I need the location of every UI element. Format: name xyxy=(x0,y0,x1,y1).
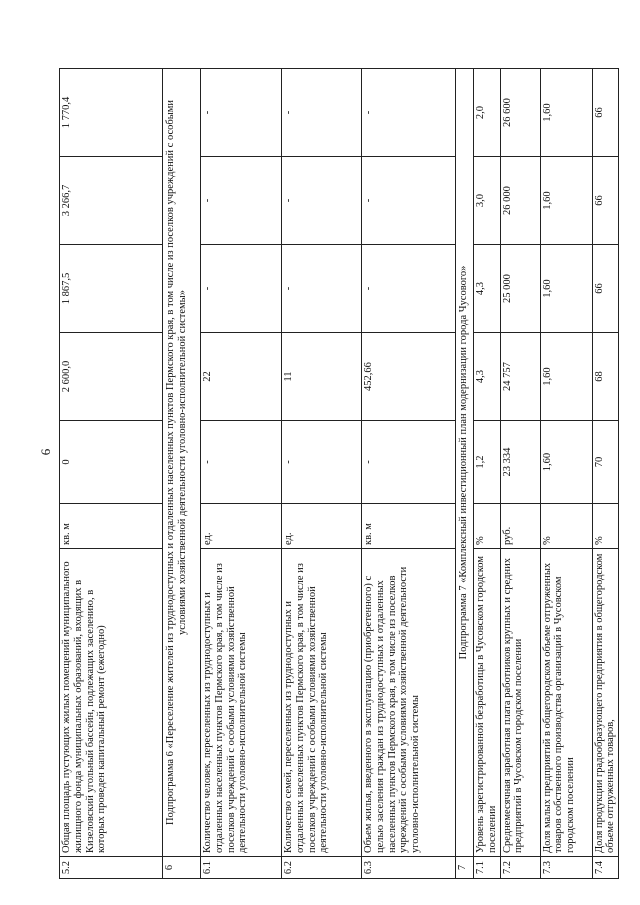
value-cell: 3,0 xyxy=(474,157,501,245)
value-cell: - xyxy=(201,69,282,157)
indicator-name: Количество человек, переселенных из труднодоступных и отдаленных населенных пунктов Пермского края, в том числе из поселков учреждений с особыми условиями хозяйственной деятельности уголовно-исполнительной системы xyxy=(201,549,282,857)
table-row-7-2 xyxy=(500,69,540,879)
value-cell: 66 xyxy=(592,157,619,245)
row-number: 6.2 xyxy=(282,857,362,879)
indicator-name: Доля продукции градообразующего предприятия в общегородском объеме отгруженных товаров, xyxy=(592,549,619,857)
row-number: 7.2 xyxy=(500,857,540,879)
indicator-name: Среднемесячная заработная плата работников крупных и средних предприятий в Чусовском городском поселении xyxy=(500,549,540,857)
row-number: 6.3 xyxy=(362,857,456,879)
value-cell: 1,60 xyxy=(540,245,592,333)
unit-cell: кв. м xyxy=(362,504,456,549)
value-cell: 0 xyxy=(60,421,163,504)
page-number: 6 xyxy=(38,448,53,456)
row-number: 6.1 xyxy=(201,857,282,879)
value-cell: 1,60 xyxy=(540,333,592,421)
value-cell: 26 000 xyxy=(500,157,540,245)
row-number: 7.4 xyxy=(592,857,619,879)
indicator-name: Количество семей, переселенных из труднодоступных и отдаленных населенных пунктов Пермского края, в том числе из поселков учреждений с особыми условиями хозяйственной деятельности уголовно-исполнительной системы xyxy=(282,549,362,857)
value-cell: 66 xyxy=(592,245,619,333)
value-cell: 66 xyxy=(592,69,619,157)
value-cell: 1 867,5 xyxy=(60,245,163,333)
row-number: 7.1 xyxy=(474,857,501,879)
table-row-6-1 xyxy=(201,69,282,879)
value-cell: 23 334 xyxy=(500,421,540,504)
rotated-table-container xyxy=(59,69,617,879)
unit-cell: ед. xyxy=(201,504,282,549)
section-row-7 xyxy=(456,69,474,879)
value-cell: - xyxy=(362,245,456,333)
indicator-name: Уровень зарегистрированной безработицы в Чусовском городском поселении xyxy=(474,549,501,857)
value-cell: 70 xyxy=(592,421,619,504)
row-number: 7.3 xyxy=(540,857,592,879)
value-cell: 452,66 xyxy=(362,333,456,421)
row-number: 5.2 xyxy=(60,857,163,879)
value-cell: 24 757 xyxy=(500,333,540,421)
unit-cell: руб. xyxy=(500,504,540,549)
unit-cell: кв. м xyxy=(60,504,163,549)
indicators-table xyxy=(59,68,619,879)
unit-cell: % xyxy=(474,504,501,549)
table-row-5-2 xyxy=(60,69,163,879)
value-cell: 1,60 xyxy=(540,157,592,245)
unit-cell: % xyxy=(540,504,592,549)
value-cell: 2 600,0 xyxy=(60,333,163,421)
value-cell: - xyxy=(201,245,282,333)
value-cell: 26 600 xyxy=(500,69,540,157)
row-number: 7 xyxy=(456,857,474,879)
value-cell: 1,60 xyxy=(540,69,592,157)
value-cell: - xyxy=(201,421,282,504)
value-cell: 2,0 xyxy=(474,69,501,157)
value-cell: - xyxy=(282,69,362,157)
value-cell: - xyxy=(282,157,362,245)
section-row-6 xyxy=(163,69,201,879)
table-row-7-3 xyxy=(540,69,592,879)
value-cell: 68 xyxy=(592,333,619,421)
value-cell: - xyxy=(362,157,456,245)
value-cell: 3 266,7 xyxy=(60,157,163,245)
value-cell: 11 xyxy=(282,333,362,421)
value-cell: - xyxy=(201,157,282,245)
indicator-name: Объем жилья, введенного в эксплуатацию (приобретенного) с целью заселения граждан из труднодоступных и отдаленных населенных пунктов Пермского края, в том числе из поселков учреждений с особыми условиями хозяйственной деятельности уголовно-исполнительной системы xyxy=(362,549,456,857)
table-row-6-3 xyxy=(362,69,456,879)
unit-cell: % xyxy=(592,504,619,549)
value-cell: 25 000 xyxy=(500,245,540,333)
indicator-name: Общая площадь пустующих жилых помещений муниципального жилищного фонда муниципальных образований, входящих в Кизеловский угольный бассейн, подлежащих заселению, в которых проведен капитальный ремонт (ежегодно) xyxy=(60,549,163,857)
section-title: Подпрограмма 6 «Переселение жителей из труднодоступных и отдаленных населенных пунктов Пермского края, в том числе из поселков учреждений с особыми условиями хозяйственной деятельности уголовно-исполнительной системы» xyxy=(163,69,201,857)
table-row-7-4 xyxy=(592,69,619,879)
value-cell: - xyxy=(282,421,362,504)
indicator-name: Доля малых предприятий в общегородском объеме отгруженных товаров собственного производства организаций в Чусовском городском поселении xyxy=(540,549,592,857)
table-row-6-2 xyxy=(282,69,362,879)
row-number: 6 xyxy=(163,857,201,879)
value-cell: - xyxy=(362,69,456,157)
value-cell: 22 xyxy=(201,333,282,421)
value-cell: - xyxy=(362,421,456,504)
table-row-7-1 xyxy=(474,69,501,879)
value-cell: 4,3 xyxy=(474,333,501,421)
value-cell: 4,3 xyxy=(474,245,501,333)
value-cell: 1 770,4 xyxy=(60,69,163,157)
value-cell: - xyxy=(282,245,362,333)
value-cell: 1,2 xyxy=(474,421,501,504)
section-title: Подпрограмма 7 «Комплексный инвестиционный план модернизации города Чусового» xyxy=(456,69,474,857)
value-cell: 1,60 xyxy=(540,421,592,504)
unit-cell: ед. xyxy=(282,504,362,549)
